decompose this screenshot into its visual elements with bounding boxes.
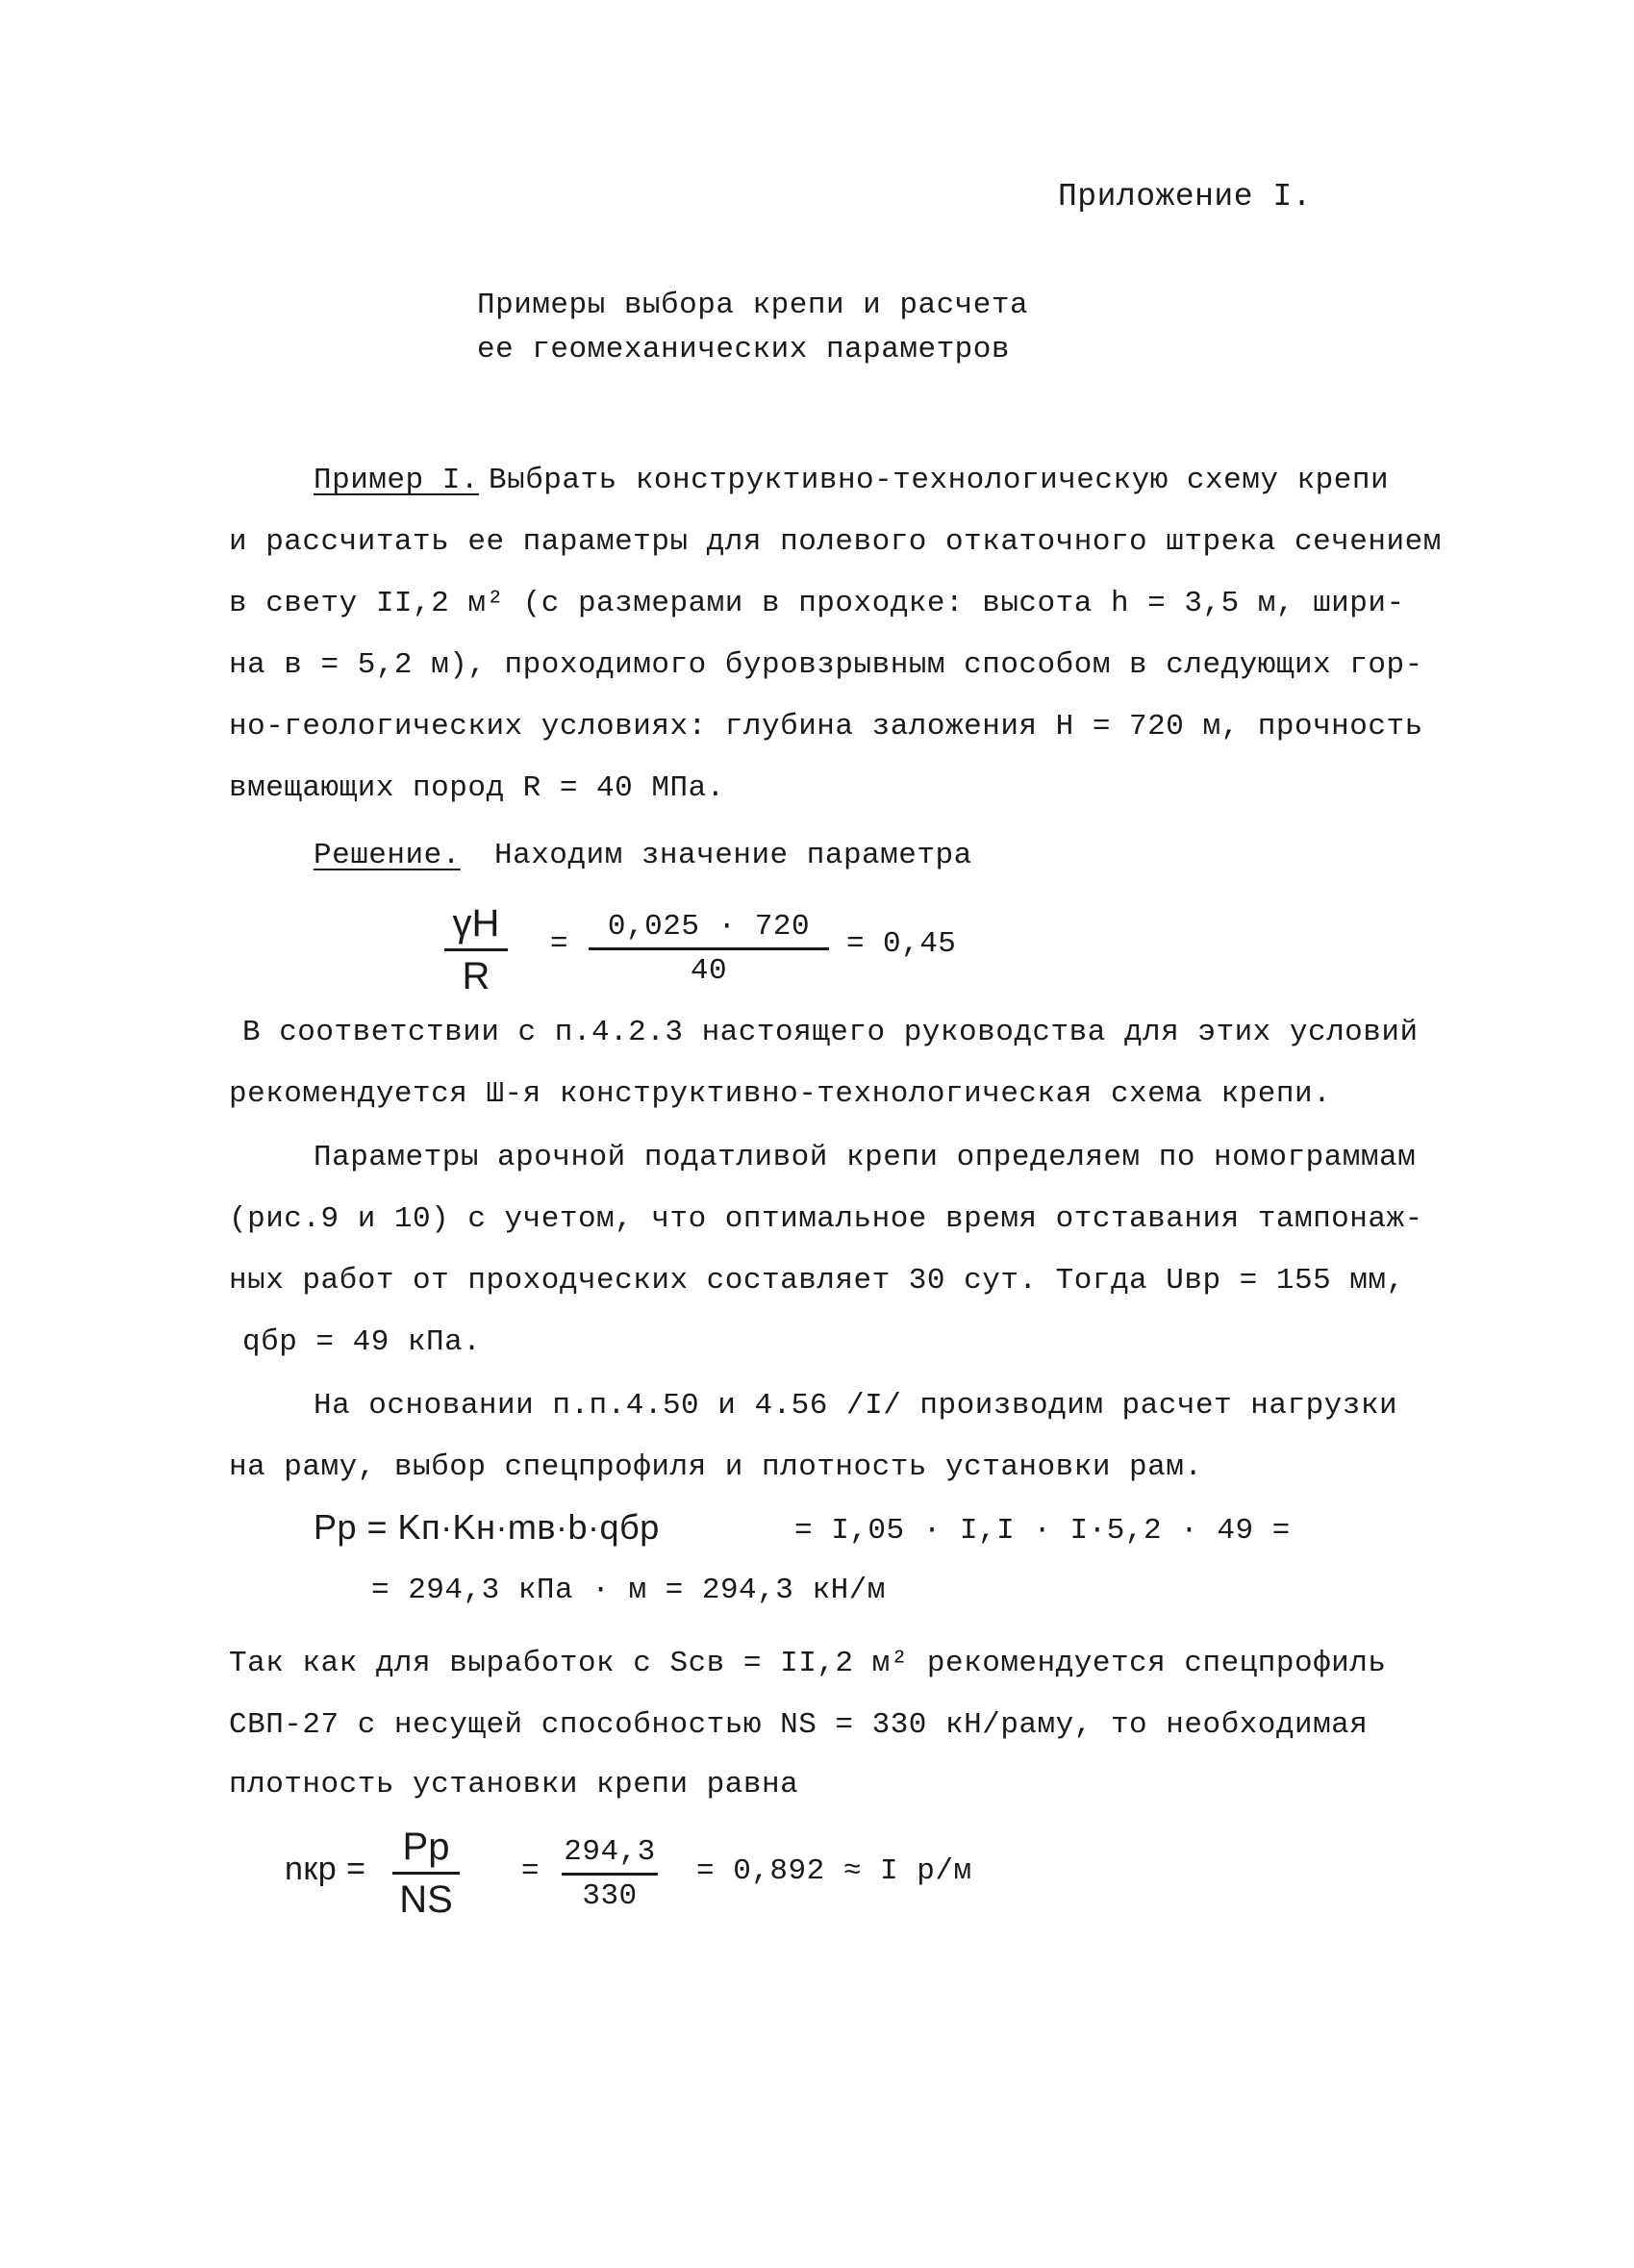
para2-line-1: Параметры арочной податливой крепи определяем по номограммам: [314, 1141, 1417, 1174]
para3-line-1: На основании п.п.4.50 и 4.56 /I/ производим расчет нагрузки: [314, 1389, 1398, 1423]
formula2-lhs: Pp = Kп·Kн·mв·b·qбр: [314, 1507, 660, 1547]
formula1-lhs-bar: [444, 948, 508, 951]
para2-line-3: ных работ от проходческих составляет 30 сут. Тогда Uвр = 155 мм,: [229, 1264, 1405, 1298]
para1-line-1: В соответствии с п.4.2.3 настоящего руководства для этих условий: [242, 1016, 1419, 1049]
formula1-lhs-numerator: γH: [452, 902, 500, 945]
formula3-frac1-denominator: NS: [399, 1878, 453, 1921]
solution-intro: Находим значение параметра: [494, 839, 972, 872]
title-line-2: ее геомеханических параметров: [477, 333, 1010, 366]
formula1-rhs-numerator: 0,025 · 720: [607, 910, 811, 944]
formula2-rhs: = I,05 · I,I · I·5,2 · 49 =: [794, 1514, 1291, 1548]
para2-line-2: (рис.9 и 10) с учетом, что оптимальное время отставания тампонаж-: [229, 1202, 1423, 1236]
example-line-4: на в = 5,2 м), проходимого буровзрывным способом в следующих гор-: [229, 648, 1423, 682]
formula1-equals-2: =: [846, 927, 866, 961]
para1-line-2: рекомендуется Ш-я конструктивно-технологическая схема крепи.: [229, 1077, 1332, 1111]
formula3-equals-1: =: [521, 1854, 540, 1888]
formula1-lhs-denominator: R: [462, 955, 490, 997]
solution-label: Решение.: [314, 839, 461, 872]
para4-line-3: плотность установки крепи равна: [229, 1768, 799, 1802]
example-line-6: вмещающих пород R = 40 МПа.: [229, 771, 725, 805]
formula1-lhs-fraction: [444, 904, 508, 995]
appendix-label: Приложение I.: [1058, 179, 1312, 214]
para4-line-2: СВП-27 с несущей способностью NS = 330 кН/раму, то необходимая: [229, 1708, 1369, 1742]
formula1-result: 0,45: [883, 927, 957, 961]
para4-line-1: Так как для выработок с Sсв = II,2 м² рекомендуется спецпрофиль: [229, 1647, 1387, 1680]
formula2-line-2: = 294,3 кПа · м = 294,3 кН/м: [371, 1574, 886, 1607]
formula3-fraction-1: [392, 1827, 460, 1919]
example-label: Пример I.: [314, 464, 479, 497]
formula1-rhs-bar: [589, 947, 829, 950]
formula3-frac2-denominator: 330: [582, 1879, 638, 1913]
formula3-fraction-2: [562, 1837, 658, 1911]
example-line-5: но-геологических условиях: глубина заложения Н = 720 м, прочность: [229, 710, 1423, 743]
example-line-2: и рассчитать ее параметры для полевого откаточного штрека сечением: [229, 525, 1442, 559]
formula3-frac1-numerator: Pp: [402, 1826, 450, 1868]
formula1-rhs-fraction: [589, 912, 829, 986]
para3-line-2: на раму, выбор спецпрофиля и плотность установки рам.: [229, 1450, 1203, 1484]
formula3-frac1-bar: [392, 1872, 460, 1875]
formula3-frac2-bar: [562, 1873, 658, 1876]
example-line-3: в свету II,2 м² (с размерами в проходке: высота h = 3,5 м, шири-: [229, 587, 1405, 620]
formula1-rhs-denominator: 40: [690, 954, 728, 988]
formula3-result: = 0,892 ≈ I р/м: [696, 1854, 972, 1888]
example-line-1: Выбрать конструктивно-технологическую схему крепи: [489, 464, 1390, 497]
formula3-frac2-numerator: 294,3: [564, 1835, 656, 1869]
formula1-equals-1: =: [550, 927, 569, 961]
title-line-1: Примеры выбора крепи и расчета: [477, 289, 1029, 322]
formula3-lhs: nкр =: [285, 1851, 366, 1887]
para2-line-4: qбр = 49 кПа.: [242, 1325, 482, 1359]
